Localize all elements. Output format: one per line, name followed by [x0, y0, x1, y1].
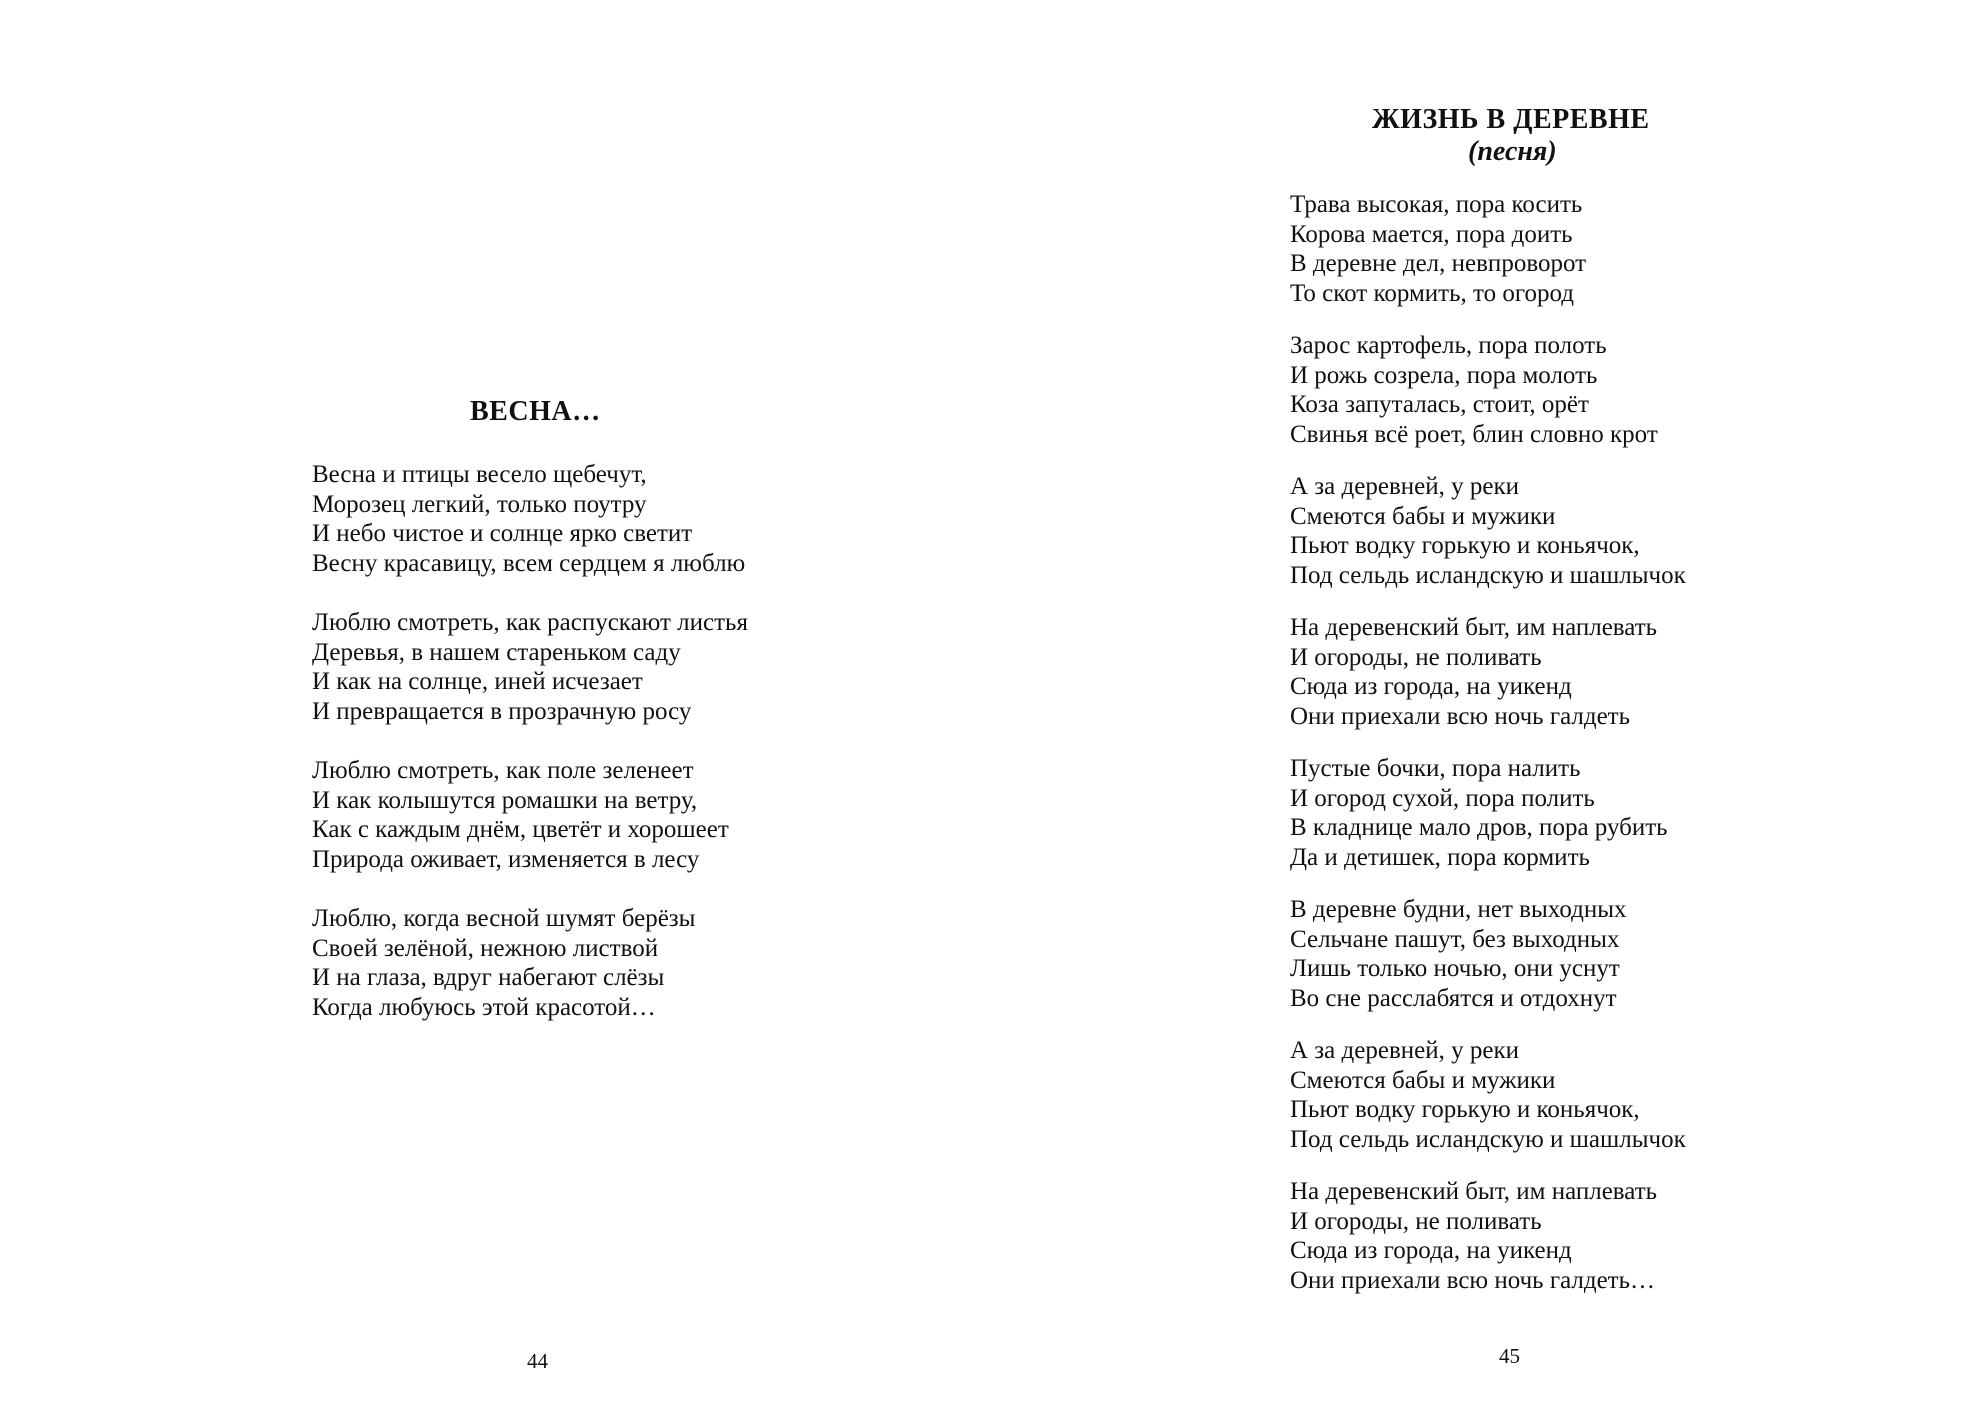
stanza — [1290, 1177, 1686, 1295]
poem-line: Люблю, когда весной шумят берёзы — [312, 905, 696, 932]
page-number: 45 — [1499, 1344, 1520, 1368]
poem-line: Пустые бочки, пора налить — [1290, 755, 1581, 782]
stanza — [1290, 331, 1686, 449]
poem-line: Лишь только ночью, они уснут — [1290, 955, 1620, 982]
stanza — [312, 608, 748, 726]
poem-line: А за деревней, у реки — [1290, 473, 1519, 500]
poem-subtitle: (песня) — [1468, 136, 1557, 167]
poem-line: Пьют водку горькую и коньячок, — [1290, 532, 1640, 559]
poem-line: И огороды, не поливать — [1290, 1207, 1542, 1235]
poem-line: Сельчане пашут, без выходных — [1290, 925, 1620, 953]
poem-line: Свинья всё роет, блин словно крот — [1290, 420, 1658, 448]
poem-line: Весну красавицу, всем сердцем я люблю — [312, 549, 746, 577]
poem-line: Люблю смотреть, как распускают листья — [312, 609, 748, 636]
right-page — [990, 0, 1980, 1411]
poem-line: Морозец легкий, только поутру — [312, 490, 647, 518]
poem-title: ВЕСНА… — [470, 396, 601, 427]
page-number: 44 — [527, 1349, 548, 1373]
poem-line: Под сельдь исландскую и шашлычок — [1290, 561, 1686, 589]
stanza — [1290, 613, 1686, 731]
poem-line: Да и детишек, пора кормить — [1290, 843, 1590, 871]
poem-line: И рожь созрела, пора молоть — [1290, 361, 1598, 389]
poem-line: И как колышутся ромашки на ветру, — [312, 786, 698, 814]
poem-line: Весна и птицы весело щебечут, — [312, 461, 647, 488]
poem-line: Корова мается, пора доить — [1290, 220, 1573, 248]
poem-line: То скот кормить, то огород — [1290, 279, 1574, 307]
poem-line: Зарос картофель, пора полоть — [1290, 332, 1607, 359]
poem-line: Трава высокая, пора косить — [1290, 191, 1583, 218]
poem-line: И огороды, не поливать — [1290, 643, 1542, 671]
poem-line: Люблю смотреть, как поле зеленеет — [312, 757, 694, 784]
stanza — [1290, 895, 1686, 1013]
poem-line: В деревне дел, невпроворот — [1290, 250, 1587, 277]
poem-line: Природа оживает, изменяется в лесу — [312, 845, 700, 873]
stanza — [312, 756, 748, 874]
poem-line: На деревенский быт, им наплевать — [1290, 1178, 1658, 1205]
poem-line: На деревенский быт, им наплевать — [1290, 614, 1658, 641]
stanza — [1290, 472, 1686, 590]
poem-line: Пьют водку горькую и коньячок, — [1290, 1096, 1640, 1123]
poem-line: Они приехали всю ночь галдеть… — [1290, 1266, 1656, 1294]
poem-line: И на глаза, вдруг набегают слёзы — [312, 964, 665, 991]
poem-body — [1290, 190, 1686, 1318]
poem-line: Сюда из города, на уикенд — [1290, 1237, 1572, 1264]
stanza — [312, 904, 748, 1022]
stanza — [1290, 754, 1686, 872]
poem-line: Коза запуталась, стоит, орёт — [1290, 391, 1589, 418]
poem-line: И как на солнце, иней исчезает — [312, 668, 643, 695]
poem-line: Сюда из города, на уикенд — [1290, 673, 1572, 700]
poem-line: Деревья, в нашем стареньком саду — [312, 638, 681, 666]
stanza — [1290, 1036, 1686, 1154]
stanza — [1290, 190, 1686, 308]
poem-line: Они приехали всю ночь галдеть — [1290, 702, 1631, 730]
poem-line: И превращается в прозрачную росу — [312, 697, 692, 725]
poem-line: А за деревней, у реки — [1290, 1037, 1519, 1064]
poem-line: Когда любуюсь этой красотой… — [312, 993, 656, 1021]
poem-body — [312, 460, 748, 1052]
poem-line: Смеются бабы и мужики — [1290, 1066, 1556, 1094]
poem-line: И небо чистое и солнце ярко светит — [312, 520, 693, 547]
stanza — [312, 460, 748, 578]
poem-line: Во сне расслабятся и отдохнут — [1290, 984, 1617, 1012]
poem-line: И огород сухой, пора полить — [1290, 784, 1595, 812]
poem-line: Под сельдь исландскую и шашлычок — [1290, 1125, 1686, 1153]
poem-title: ЖИЗНЬ В ДЕРЕВНЕ — [1372, 104, 1650, 135]
poem-line: Смеются бабы и мужики — [1290, 502, 1556, 530]
poem-line: Как с каждым днём, цветёт и хорошеет — [312, 816, 729, 843]
poem-line: Своей зелёной, нежною листвой — [312, 934, 659, 962]
poem-line: В деревне будни, нет выходных — [1290, 896, 1627, 923]
poem-line: В кладнице мало дров, пора рубить — [1290, 814, 1668, 841]
